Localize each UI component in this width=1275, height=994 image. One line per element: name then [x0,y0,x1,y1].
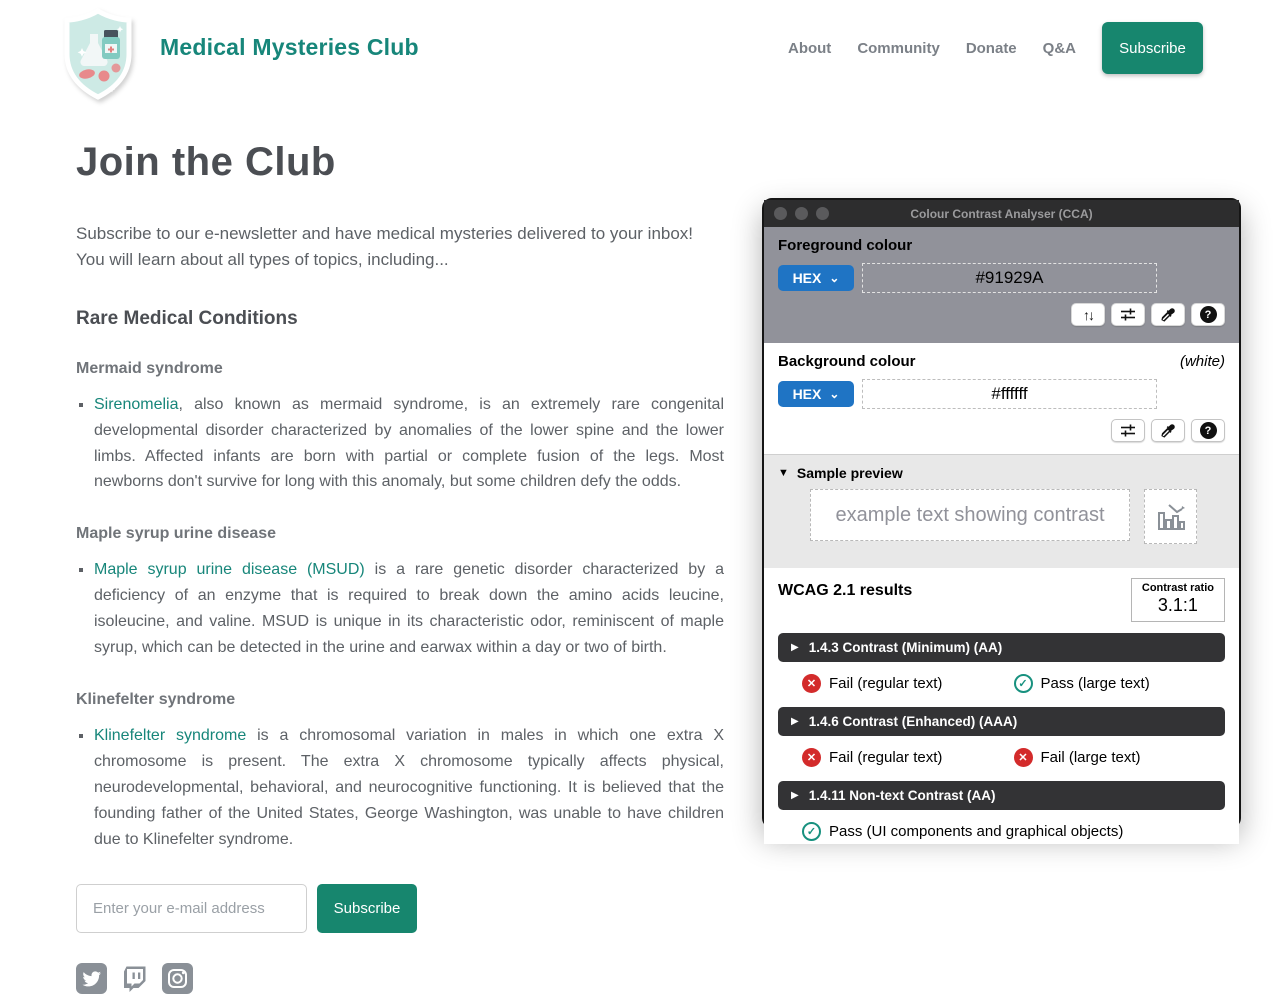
rule-1411-bar[interactable] [778,781,1225,810]
background-color-input[interactable] [862,379,1157,409]
club-logo-icon [60,8,144,104]
background-section [764,343,1239,454]
results-heading: WCAG 2.1 results [778,582,913,599]
verdict-146-large [1014,748,1226,767]
sample-preview-label: Sample preview [796,465,903,481]
condition-text: is a rare genetic disorder characterized by a deficiency of an enzyme that is required to break down the amino acids leucine, isoleucine, and valine. MSUD is unique in its characteristic odor, reminiscent of maple syrup, which can be detected in the urine and earwax within a day or two of birth. [94,561,724,657]
format-value: HEX [792,386,822,402]
condition-list [76,557,724,661]
rule-title: 1.4.3 Contrast (Minimum) (AA) [808,640,1003,655]
condition-list [76,392,724,496]
sample-preview-toggle[interactable] [778,465,1225,481]
intro-text: Subscribe to our e-newsletter and have medical mysteries delivered to your inbox! You will learn about all types of topics, including... [76,224,694,270]
sliders-icon [1120,308,1136,321]
condition-text: , also known as mermaid syndrome, is an extremely rare congenital developmental disorder characterized by anomalies of the lower spine and the lower limbs. Affected infants are born with partial or complete fusion of the legs. Most newborns don't survive for long with this anomaly, but some children defy the odds. [94,395,724,491]
foreground-color-input[interactable] [862,263,1157,293]
verdict-143-large [1014,674,1226,693]
site-title: Medical Mysteries Club [160,34,419,60]
verdict-label: Fail (regular text) [829,748,943,766]
condition-link-klinefelter[interactable]: Klinefelter syndrome [94,726,247,744]
fail-icon: ✕ [1014,748,1033,767]
rule-146-bar[interactable] [778,707,1225,736]
pass-icon: ✓ [802,822,821,841]
sliders-icon [1120,424,1136,437]
main-content [76,140,724,994]
contrast-ratio-box [1131,578,1225,622]
contrast-ratio-value: 3.1:1 [1157,595,1198,615]
wcag-results-section [764,568,1239,844]
sample-text: example text showing contrast [835,503,1105,526]
condition-link-msud[interactable]: Maple syrup urine disease (MSUD) [94,561,365,579]
instagram-icon[interactable] [162,963,193,994]
subscribe-button-nav[interactable]: Subscribe [1102,22,1203,74]
background-format-select[interactable] [778,381,854,407]
format-value: HEX [792,270,822,286]
window-zoom-button[interactable] [816,207,829,220]
nav-donate[interactable]: Donate [965,39,1017,57]
background-help-button[interactable] [1191,419,1225,442]
background-sliders-button[interactable] [1111,419,1145,442]
condition-title-klinefelter: Klinefelter syndrome [76,690,236,708]
email-input[interactable] [76,884,307,933]
help-icon: ? [1200,422,1217,439]
rule-title: 1.4.11 Non-text Contrast (AA) [808,788,996,803]
background-label: Background colour [778,353,916,370]
condition-link-sirenomelia[interactable]: Sirenomelia [94,395,179,413]
foreground-sliders-button[interactable] [1111,303,1145,326]
eyedropper-icon [1161,308,1175,322]
cca-window-title: Colour Contrast Analyser (CCA) [910,206,1093,221]
nav-about[interactable]: About [787,39,832,57]
sample-preview-section [764,454,1239,568]
chart-icon [1155,501,1187,533]
condition-title-msud: Maple syrup urine disease [76,525,277,543]
verdict-label: Fail (regular text) [829,674,943,692]
verdict-143-regular [802,674,1014,693]
verdict-label: Fail (large text) [1040,748,1141,766]
condition-text: is a chromosomal variation in males in which one extra X chromosome is present. The extra X chromosome typically affects physical, neurodevelopmental, behavioral, and neurocognitive functioning. It is believed that the founding father of the United States, George Washington, was unable to have children due to Klinefelter syndrome. [94,726,724,848]
section-heading: Rare Medical Conditions [76,307,298,329]
background-eyedropper-button[interactable] [1151,419,1185,442]
expand-arrow-icon: ▶ [791,642,799,653]
swap-colours-button[interactable] [1071,303,1105,326]
pass-icon: ✓ [1014,674,1033,693]
twitch-icon[interactable] [119,963,150,994]
window-close-button[interactable] [774,207,787,220]
rule-title: 1.4.6 Contrast (Enhanced) (AAA) [808,714,1018,729]
condition-list [76,723,724,853]
condition-item [94,557,724,661]
collapse-arrow-icon: ▼ [778,467,789,479]
foreground-help-button[interactable] [1191,303,1225,326]
twitter-icon[interactable] [76,963,107,994]
background-color-name: (white) [1179,353,1225,370]
fail-icon: ✕ [802,748,821,767]
verdict-label: Pass (large text) [1040,674,1150,692]
expand-arrow-icon: ▶ [791,716,799,727]
chevron-down-icon: ⌄ [829,271,840,285]
subscribe-button-form[interactable]: Subscribe [317,884,417,933]
foreground-format-select[interactable] [778,265,854,291]
social-links [76,963,724,994]
foreground-label: Foreground colour [778,237,913,254]
window-minimize-button[interactable] [795,207,808,220]
verdict-146-regular [802,748,1014,767]
verdict-1411-ui [802,822,1123,841]
sample-text-box[interactable] [810,489,1130,541]
site-header [0,0,1275,112]
swap-icon: ↑↓ [1083,306,1093,323]
main-nav [788,22,1203,74]
verdict-label: Pass (UI components and graphical objects) [829,822,1124,840]
foreground-section [764,227,1239,343]
fail-icon: ✕ [802,674,821,693]
rule-143-bar[interactable] [778,633,1225,662]
condition-item [94,392,724,496]
expand-arrow-icon: ▶ [791,790,799,801]
eyedropper-icon [1161,424,1175,438]
foreground-eyedropper-button[interactable] [1151,303,1185,326]
window-controls [774,207,829,220]
nav-community[interactable]: Community [857,39,940,57]
nav-qa[interactable]: Q&A [1042,39,1076,57]
sample-chart-button[interactable] [1144,489,1197,544]
help-icon: ? [1200,306,1217,323]
cca-window [762,198,1241,840]
chevron-down-icon: ⌄ [829,387,840,401]
condition-title-mermaid: Mermaid syndrome [76,359,223,377]
signup-form [76,884,724,933]
condition-item [94,723,724,853]
page-title: Join the Club [76,140,336,184]
contrast-ratio-label: Contrast ratio [1141,582,1214,594]
cca-titlebar[interactable] [764,200,1239,227]
